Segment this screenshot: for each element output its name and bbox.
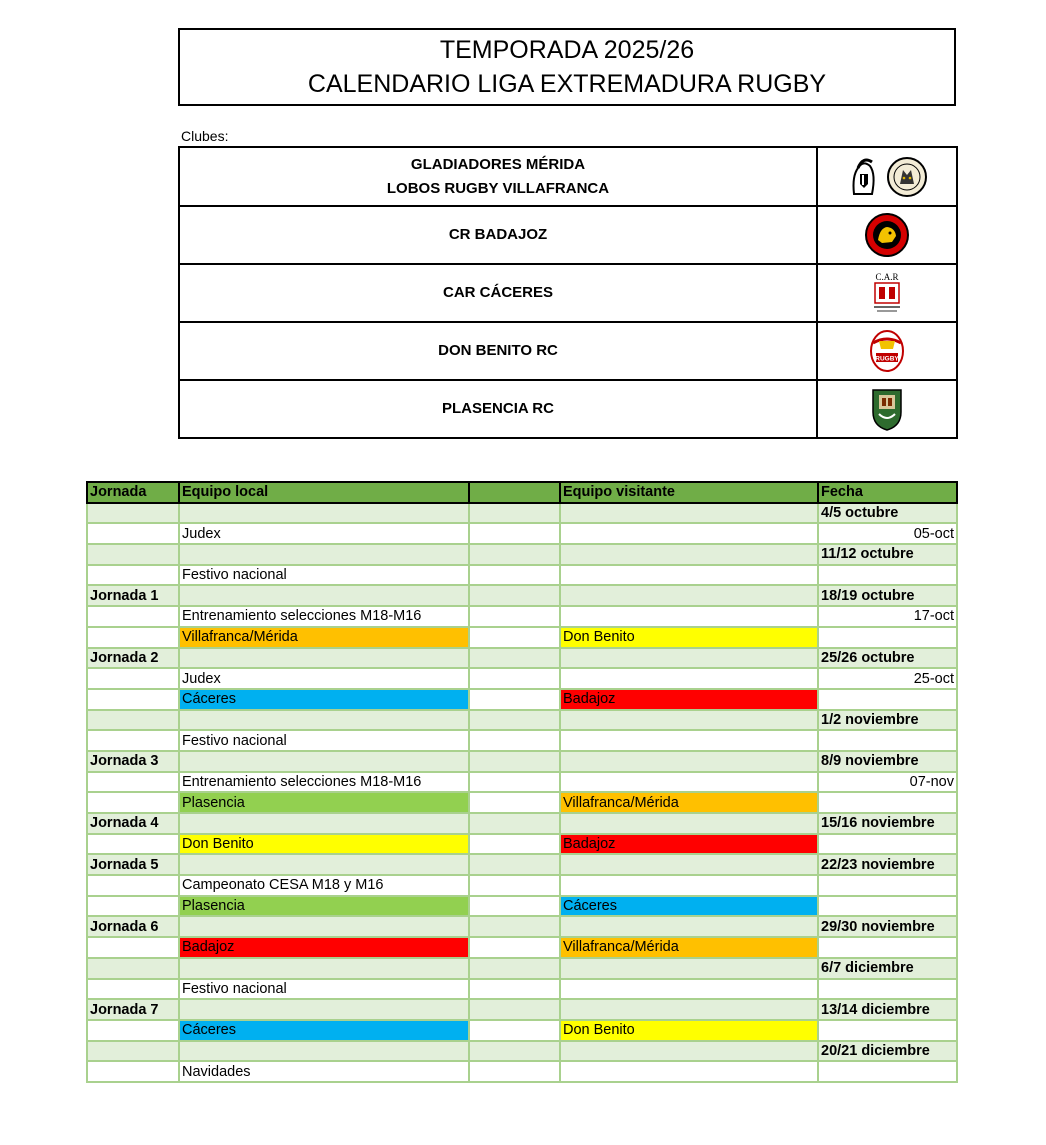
date-cell: [818, 565, 957, 586]
jornada-cell: Jornada 2: [87, 648, 179, 669]
gladiator-helmet-logo: [846, 156, 880, 198]
local-team-cell: [179, 648, 469, 669]
local-team-cell: [179, 1041, 469, 1062]
local-team-cell: [179, 813, 469, 834]
club-name-cell: [179, 322, 817, 380]
club-logo-cell: [817, 264, 957, 322]
spacer-cell: [469, 1041, 560, 1062]
calendar-row: [87, 999, 957, 1020]
date-cell: 25/26 octubre: [818, 648, 957, 669]
local-team-cell: Festivo nacional: [179, 730, 469, 751]
date-cell: 18/19 octubre: [818, 585, 957, 606]
spacer-cell: [469, 1020, 560, 1041]
calendar-row: [87, 896, 957, 917]
local-team-cell: Entrenamiento selecciones M18-M16: [179, 606, 469, 627]
header-equipo-local: Equipo local: [179, 482, 469, 503]
lobos-badge-logo: [886, 156, 928, 198]
visiting-team-cell: [560, 648, 818, 669]
club-name-cell: [179, 380, 817, 438]
spacer-cell: [469, 834, 560, 855]
car-caceres-logo: [870, 270, 904, 316]
visiting-team-cell: [560, 606, 818, 627]
club-name-cell: [179, 264, 817, 322]
spacer-cell: [469, 565, 560, 586]
club-name-cell: [179, 147, 817, 206]
local-team-cell: Cáceres: [179, 1020, 469, 1041]
calendar-row: [87, 503, 957, 524]
visiting-team-cell: Villafranca/Mérida: [560, 792, 818, 813]
date-cell: [818, 979, 957, 1000]
jornada-cell: [87, 1041, 179, 1062]
visiting-team-cell: [560, 979, 818, 1000]
date-cell: 11/12 octubre: [818, 544, 957, 565]
spacer-cell: [469, 979, 560, 1000]
date-cell: 22/23 noviembre: [818, 854, 957, 875]
jornada-cell: [87, 875, 179, 896]
date-cell: 20/21 diciembre: [818, 1041, 957, 1062]
visiting-team-cell: [560, 668, 818, 689]
spacer-cell: [469, 710, 560, 731]
calendar-row: [87, 627, 957, 648]
club-name: PLASENCIA RC: [442, 400, 554, 417]
visiting-team-cell: [560, 916, 818, 937]
date-cell: 05-oct: [818, 523, 957, 544]
spacer-cell: [469, 585, 560, 606]
clubs-label: Clubes:: [181, 128, 229, 144]
date-cell: 29/30 noviembre: [818, 916, 957, 937]
spacer-cell: [469, 854, 560, 875]
spacer-cell: [469, 751, 560, 772]
visiting-team-cell: [560, 710, 818, 731]
visiting-team-cell: Don Benito: [560, 627, 818, 648]
calendar-row: [87, 668, 957, 689]
calendar-title: CALENDARIO LIGA EXTREMADURA RUGBY: [307, 70, 827, 98]
visiting-team-cell: [560, 813, 818, 834]
calendar-row: [87, 937, 957, 958]
calendar-row: [87, 958, 957, 979]
spacer-cell: [469, 916, 560, 937]
date-cell: [818, 1020, 957, 1041]
club-row: [179, 264, 957, 322]
date-cell: [818, 834, 957, 855]
spacer-cell: [469, 813, 560, 834]
calendar-table: [86, 481, 958, 1083]
calendar-row: [87, 979, 957, 1000]
local-team-cell: [179, 544, 469, 565]
visiting-team-cell: [560, 544, 818, 565]
jornada-cell: [87, 565, 179, 586]
plasencia-shield-logo: [870, 386, 904, 432]
visiting-team-cell: [560, 565, 818, 586]
local-team-cell: [179, 751, 469, 772]
local-team-cell: [179, 958, 469, 979]
local-team-cell: [179, 854, 469, 875]
calendar-row: [87, 544, 957, 565]
date-cell: 07-nov: [818, 772, 957, 793]
date-cell: [818, 1061, 957, 1082]
calendar-row: [87, 689, 957, 710]
calendar-row: [87, 792, 957, 813]
car-logo-text: C.A.R: [875, 272, 899, 282]
date-cell: [818, 627, 957, 648]
jornada-cell: [87, 1061, 179, 1082]
local-team-cell: Festivo nacional: [179, 979, 469, 1000]
local-team-cell: [179, 503, 469, 524]
visiting-team-cell: Badajoz: [560, 834, 818, 855]
jornada-cell: [87, 1020, 179, 1041]
date-cell: 8/9 noviembre: [818, 751, 957, 772]
local-team-cell: Festivo nacional: [179, 565, 469, 586]
spacer-cell: [469, 689, 560, 710]
local-team-cell: Villafranca/Mérida: [179, 627, 469, 648]
date-cell: 15/16 noviembre: [818, 813, 957, 834]
header-equipo-visitante: Equipo visitante: [560, 482, 818, 503]
club-logo-cell: [817, 147, 957, 206]
season-title: TEMPORADA 2025/26: [439, 36, 695, 64]
club-row: [179, 380, 957, 438]
jornada-cell: Jornada 7: [87, 999, 179, 1020]
club-name: CAR CÁCERES: [442, 284, 553, 301]
local-team-cell: Cáceres: [179, 689, 469, 710]
calendar-row: [87, 585, 957, 606]
spacer-cell: [469, 648, 560, 669]
spacer-cell: [469, 523, 560, 544]
spacer-cell: [469, 896, 560, 917]
calendar-row: [87, 523, 957, 544]
date-cell: 1/2 noviembre: [818, 710, 957, 731]
visiting-team-cell: Badajoz: [560, 689, 818, 710]
calendar-row: [87, 1020, 957, 1041]
jornada-cell: Jornada 1: [87, 585, 179, 606]
visiting-team-cell: [560, 772, 818, 793]
spacer-cell: [469, 999, 560, 1020]
jornada-cell: [87, 544, 179, 565]
date-cell: [818, 875, 957, 896]
local-team-cell: [179, 585, 469, 606]
don-benito-logo-text: RUGBY: [875, 355, 899, 363]
calendar-row: [87, 772, 957, 793]
jornada-cell: [87, 689, 179, 710]
local-team-cell: Badajoz: [179, 937, 469, 958]
date-cell: 13/14 diciembre: [818, 999, 957, 1020]
visiting-team-cell: Don Benito: [560, 1020, 818, 1041]
date-cell: [818, 937, 957, 958]
local-team-cell: [179, 999, 469, 1020]
calendar-row: [87, 1061, 957, 1082]
jornada-cell: [87, 668, 179, 689]
calendar-row: [87, 648, 957, 669]
calendar-row: [87, 730, 957, 751]
club-logo-cell: [817, 206, 957, 264]
date-cell: [818, 792, 957, 813]
spacer-cell: [469, 792, 560, 813]
jornada-cell: [87, 958, 179, 979]
local-team-cell: Entrenamiento selecciones M18-M16: [179, 772, 469, 793]
badajoz-lion-logo: [864, 212, 910, 258]
visiting-team-cell: [560, 503, 818, 524]
visiting-team-cell: [560, 854, 818, 875]
calendar-row: [87, 813, 957, 834]
date-cell: 6/7 diciembre: [818, 958, 957, 979]
local-team-cell: [179, 710, 469, 731]
calendar-row: [87, 834, 957, 855]
club-name: DON BENITO RC: [438, 342, 558, 359]
club-row: [179, 206, 957, 264]
club-name: GLADIADORES MÉRIDA: [410, 155, 586, 173]
local-team-cell: Plasencia: [179, 792, 469, 813]
visiting-team-cell: Cáceres: [560, 896, 818, 917]
spacer-cell: [469, 730, 560, 751]
header-fecha: Fecha: [818, 482, 957, 503]
calendar-row: [87, 1041, 957, 1062]
calendar-row: [87, 854, 957, 875]
local-team-cell: Judex: [179, 523, 469, 544]
club-row: [179, 322, 957, 380]
jornada-cell: Jornada 3: [87, 751, 179, 772]
date-cell: 4/5 octubre: [818, 503, 957, 524]
jornada-cell: [87, 503, 179, 524]
calendar-header-row: [87, 482, 957, 503]
spacer-cell: [469, 606, 560, 627]
calendar-row: [87, 875, 957, 896]
spacer-cell: [469, 958, 560, 979]
visiting-team-cell: [560, 751, 818, 772]
spacer-cell: [469, 937, 560, 958]
jornada-cell: [87, 523, 179, 544]
calendar-row: [87, 606, 957, 627]
spacer-cell: [469, 1061, 560, 1082]
calendar-row: [87, 751, 957, 772]
visiting-team-cell: [560, 730, 818, 751]
clubs-table: [178, 146, 958, 439]
club-name: LOBOS RUGBY VILLAFRANCA: [386, 179, 610, 197]
don-benito-ball-logo: [868, 329, 906, 373]
jornada-cell: [87, 627, 179, 648]
jornada-cell: Jornada 4: [87, 813, 179, 834]
club-row: [179, 147, 957, 206]
club-name-cell: [179, 206, 817, 264]
visiting-team-cell: [560, 1061, 818, 1082]
jornada-cell: Jornada 6: [87, 916, 179, 937]
visiting-team-cell: [560, 585, 818, 606]
visiting-team-cell: [560, 1041, 818, 1062]
visiting-team-cell: Villafranca/Mérida: [560, 937, 818, 958]
date-cell: 17-oct: [818, 606, 957, 627]
spacer-cell: [469, 772, 560, 793]
local-team-cell: Navidades: [179, 1061, 469, 1082]
jornada-cell: [87, 772, 179, 793]
date-cell: [818, 689, 957, 710]
jornada-cell: [87, 979, 179, 1000]
header-spacer: [469, 482, 560, 503]
document-title: [178, 28, 956, 106]
club-logo-cell: [817, 380, 957, 438]
spacer-cell: [469, 503, 560, 524]
jornada-cell: [87, 730, 179, 751]
club-name: CR BADAJOZ: [448, 226, 548, 243]
jornada-cell: Jornada 5: [87, 854, 179, 875]
header-jornada: Jornada: [87, 482, 179, 503]
local-team-cell: [179, 916, 469, 937]
date-cell: [818, 730, 957, 751]
club-logo-cell: [817, 322, 957, 380]
local-team-cell: Judex: [179, 668, 469, 689]
jornada-cell: [87, 792, 179, 813]
jornada-cell: [87, 937, 179, 958]
date-cell: 25-oct: [818, 668, 957, 689]
local-team-cell: Plasencia: [179, 896, 469, 917]
spacer-cell: [469, 627, 560, 648]
calendar-row: [87, 710, 957, 731]
calendar-row: [87, 916, 957, 937]
local-team-cell: Don Benito: [179, 834, 469, 855]
jornada-cell: [87, 710, 179, 731]
calendar-row: [87, 565, 957, 586]
jornada-cell: [87, 896, 179, 917]
jornada-cell: [87, 834, 179, 855]
spacer-cell: [469, 875, 560, 896]
date-cell: [818, 896, 957, 917]
visiting-team-cell: [560, 523, 818, 544]
local-team-cell: Campeonato CESA M18 y M16: [179, 875, 469, 896]
spacer-cell: [469, 544, 560, 565]
visiting-team-cell: [560, 875, 818, 896]
visiting-team-cell: [560, 958, 818, 979]
visiting-team-cell: [560, 999, 818, 1020]
spacer-cell: [469, 668, 560, 689]
jornada-cell: [87, 606, 179, 627]
